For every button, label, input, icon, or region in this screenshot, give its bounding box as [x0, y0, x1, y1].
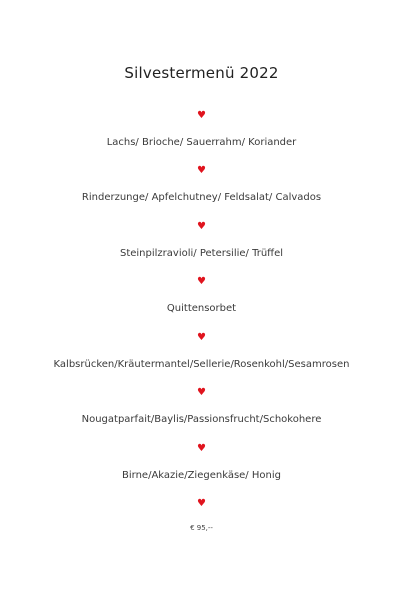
- heart-icon: ♥: [197, 387, 206, 398]
- course-4: Quittensorbet: [166, 303, 237, 314]
- course-6: Nougatparfait/Baylis/Passionsfrucht/Schokohere: [81, 414, 322, 425]
- course-2: Rinderzunge/ Apfelchutney/ Feldsalat/ Calvados: [81, 192, 322, 203]
- course-3: Steinpilzravioli/ Petersilie/ Trüffel: [119, 248, 283, 259]
- heart-icon: ♥: [197, 276, 206, 287]
- heart-icon: ♥: [197, 498, 206, 509]
- menu-title: Silvestermenü 2022: [124, 64, 279, 82]
- heart-icon: ♥: [197, 443, 206, 454]
- heart-icon: ♥: [197, 332, 206, 343]
- course-7: Birne/Akazie/Ziegenkäse/ Honig: [122, 470, 281, 481]
- menu-price: € 95,--: [190, 524, 213, 532]
- course-1: Lachs/ Brioche/ Sauerrahm/ Koriander: [106, 137, 297, 148]
- heart-icon: ♥: [197, 221, 206, 232]
- heart-icon: ♥: [197, 165, 206, 176]
- heart-icon: ♥: [197, 110, 206, 121]
- course-5: Kalbsrücken/Kräutermantel/Sellerie/Rosenkohl/Sesamrosen: [53, 359, 350, 370]
